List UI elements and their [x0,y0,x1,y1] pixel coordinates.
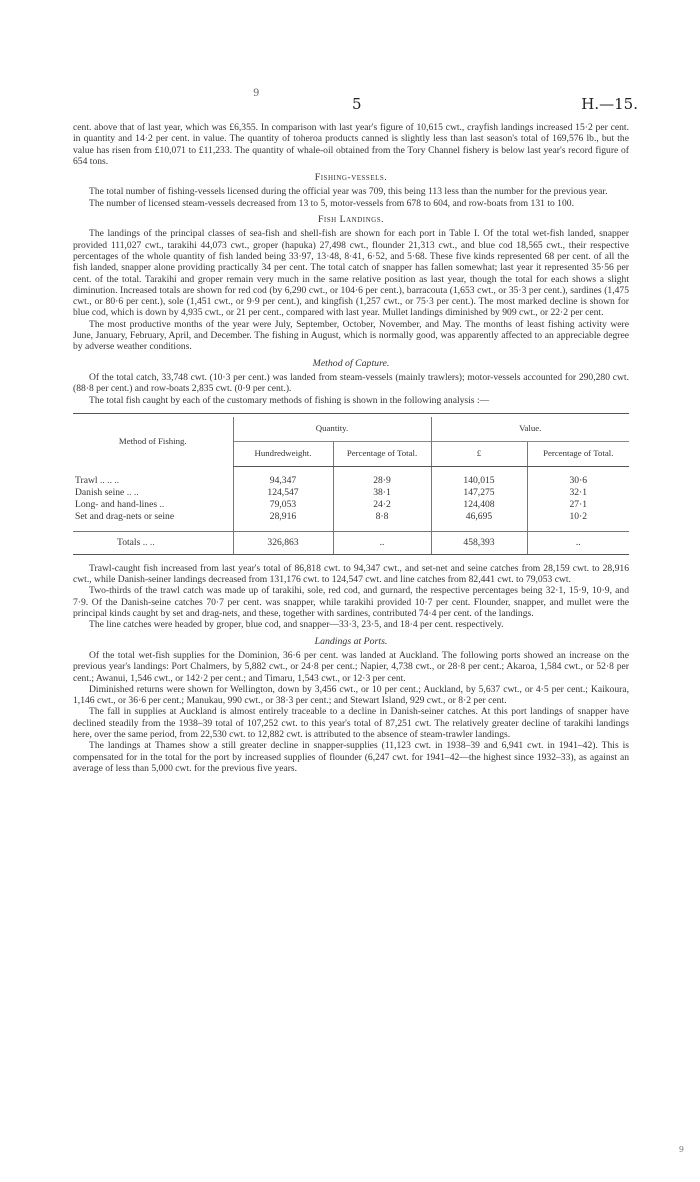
header-mark: 9 [253,88,260,99]
row-cwt: 28,916 [233,511,333,523]
heading-fishing-vessels: Fishing-vessels. [314,172,388,184]
col-pct-value-header: Percentage of Total. [527,441,629,466]
row-cwt: 124,547 [233,487,333,499]
document-body [73,122,629,774]
row-value: 147,275 [431,487,527,499]
row-method: Trawl [75,474,98,486]
totals-pct-value: .. [527,531,629,554]
row-pct-quantity: 38·1 [333,487,431,499]
fishing-methods-table [73,413,629,555]
paragraph: The total fish caught by each of the customary methods of fishing is shown in the following analysis :— [89,394,490,406]
row-cwt: 94,347 [233,475,333,487]
heading-landings-at-ports: Landings at Ports. [314,635,388,647]
table-row [73,511,629,523]
table-row: Long- and hand-lines .. 79,053 24·2 124,408 27·1 [73,499,629,511]
paragraph: Two-thirds of the trawl catch was made up of tarakihi, sole, red cod, and gurnard, the respective percentages being 32·1, 15·9, 10·9, and 7·9. Of the Danish-seine catches 70·7 per cent. was snapper, while tarakihi provided 10·7 per cent. Flounder, snapper, and mullet were the principal kinds caught by set and drag-nets, and these, together with sardines, contributed 74·4 per cent. of the landings. [73,585,629,620]
paragraph: Of the total catch, 33,748 cwt. (10·3 per cent.) was landed from steam-vessels (mainly trawlers); motor-vessels accounted for 290,280 cwt. (88·8 per cent.) and row-boats 2,835 cwt. (0·9 per cent.). [73,371,629,395]
table-row: Danish seine .. .. 124,547 38·1 147,275 32·1 [73,487,629,499]
paragraph: The fall in supplies at Auckland is almost entirely traceable to a decline in Danish-seiner catches. At this port landings of snapper have declined steadily from the 1938–39 total of 107,252 cwt. to this year's total of 87,251 cwt. The relatively greater decline of tarakihi landings here, over the same period, from 22,530 cwt. to 12,882 cwt. is attributed to the absence of steam-trawler landings. [73,706,629,740]
heading-method-of-capture: Method of Capture. [312,357,390,369]
row-pct-value: 27·1 [527,499,629,511]
paragraph: Of the total wet-fish supplies for the Dominion, 36·6 per cent. was landed at Auckland. The following ports showed an increase on the previous year's landings: Port Chalmers, by 5,882 cwt., or 24·8 per cent.; Napier, 4,738 cwt., or 28·8 per cent.; Akaroa, 1,584 cwt., or 52·8 per cent.; Awanui, 1,546 cwt., or 142·2 per cent.; and Timaru, 1,543 cwt., or 12·3 per cent. [73,649,629,684]
row-pct-quantity: 28·9 [333,475,431,487]
row-cwt: 79,053 [233,499,333,511]
totals-cwt: 326,863 [233,531,333,554]
paragraph: The total number of fishing-vessels licensed during the official year was 709, this being 113 less than the number for the previous year. [89,186,608,198]
row-pct-quantity: 8·8 [333,511,431,523]
col-hundredweight-header: Hundredweight. [233,441,333,466]
document-reference: H.—15. [581,95,638,113]
row-method: Danish seine [75,486,125,498]
col-pound-header: £ [431,441,527,466]
paragraph-continued: cent. above that of last year, which was £6,355. In comparison with last year's figure of 10,615 cwt., crayfish landings increased 15·2 per cent. in quantity and 14·2 per cent. in value. The quantity of toheroa products canned is slightly less than last season's total of 169,576 lb., but the value has risen from £10,071 to £11,233. The quantity of whale-oil obtained from the Tory Channel fishery is below last year's record figure of 654 tons. [73,122,629,167]
row-pct-value: 10·2 [527,511,629,523]
totals-pct-quantity: .. [333,531,431,554]
totals-value: 458,393 [431,531,527,554]
col-pct-quantity-header: Percentage of Total. [333,441,431,466]
row-value: 140,015 [431,475,527,487]
corner-mark: 9 [678,1145,684,1154]
group-quantity-header: Quantity. [233,417,431,442]
row-method: Long- and hand-lines [75,498,158,510]
paragraph: Trawl-caught fish increased from last year's total of 86,818 cwt. to 94,347 cwt., and set-net and seine catches from 28,159 cwt. to 28,916 cwt., while Danish-seiner landings decreased from 131,176 cwt. to 124,547 cwt. and line catches from 82,441 cwt. to 79,053 cwt. [73,562,629,586]
paragraph: The number of licensed steam-vessels decreased from 13 to 5, motor-vessels from 678 to 604, and row-boats from 131 to 100. [89,197,574,209]
totals-row: Totals .. .. 326,863 .. 458,393 .. [73,531,629,554]
heading-fish-landings: Fish Landings. [317,214,385,226]
totals-label: Totals [117,536,141,548]
paragraph: The most productive months of the year were July, September, October, November, and May. The months of least fishing activity were June, January, February, April, and December. The fishing in August, which is normally good, was apparently affected to an appreciable degree by adverse weather conditions. [73,318,629,353]
row-value: 124,408 [431,499,527,511]
table-row: Trawl .. .. .. 94,347 28·9 140,015 30·6 [73,475,629,487]
paragraph: Diminished returns were shown for Wellington, down by 3,456 cwt., or 10 per cent.; Auckland, by 5,637 cwt., or 4·5 per cent.; Kaikoura, 1,146 cwt., or 36·6 per cent.; Manukau, 990 cwt., or 38·3 per cent.; and Stewart Island, 929 cwt., or 8·2 per cent. [73,683,629,707]
row-pct-value: 32·1 [527,487,629,499]
col-method-header: Method of Fishing. [118,435,187,446]
row-pct-value: 30·6 [527,475,629,487]
paragraph: The line catches were headed by groper, blue cod, and snapper—33·3, 23·5, and 18·4 per cent. respectively. [89,619,504,631]
paragraph: The landings of the principal classes of sea-fish and shell-fish are shown for each port in Table I. Of the total wet-fish landed, snapper provided 111,027 cwt., tarakihi 44,073 cwt., groper (hapuka) 27,498 cwt., flounder 21,313 cwt., and blue cod 18,565 cwt., their respective percentages of the whole quantity of fish landed being 33·97, 13·48, 8·41, 6·52, and 5·68. These five kinds represented 68 per cent. of all the fish landed, snapper alone providing practically 34 per cent. The total catch of snapper has fallen somewhat; last year it represented 35·56 per cent. of the total. Tarakihi and groper remain very much in the same relative position as last year, though the total for each shows a slight diminution. Increased totals are shown for red cod (by 6,290 cwt., or 104·6 per cent.), barracouta (1,653 cwt., or 35·3 per cent.), sardines (1,475 cwt., or 80·6 per cent.), sole (1,451 cwt., or 9·9 per cent.), and kingfish (1,257 cwt., or 75·3 per cent.). The most marked decline is shown for blue cod, which is down by 4,935 cwt., or 21 per cent., compared with last year. Mullet landings diminished by 909 cwt., or 22·2 per cent. [73,228,629,319]
row-value: 46,695 [431,511,527,523]
paragraph: The landings at Thames show a still greater decline in snapper-supplies (11,123 cwt. in 1938–39 and 6,941 cwt. in 1941–42). This is compensated for in the total for the port by increased supplies of flounder (6,247 cwt. for 1941–42—the highest since 1932–33), as against an average of less than 5,000 cwt. for the previous five years. [73,740,629,774]
row-method: Set and drag-nets or seine [75,510,175,522]
row-pct-quantity: 24·2 [333,499,431,511]
page-number: 5 [352,95,362,113]
group-value-header: Value. [431,417,629,442]
